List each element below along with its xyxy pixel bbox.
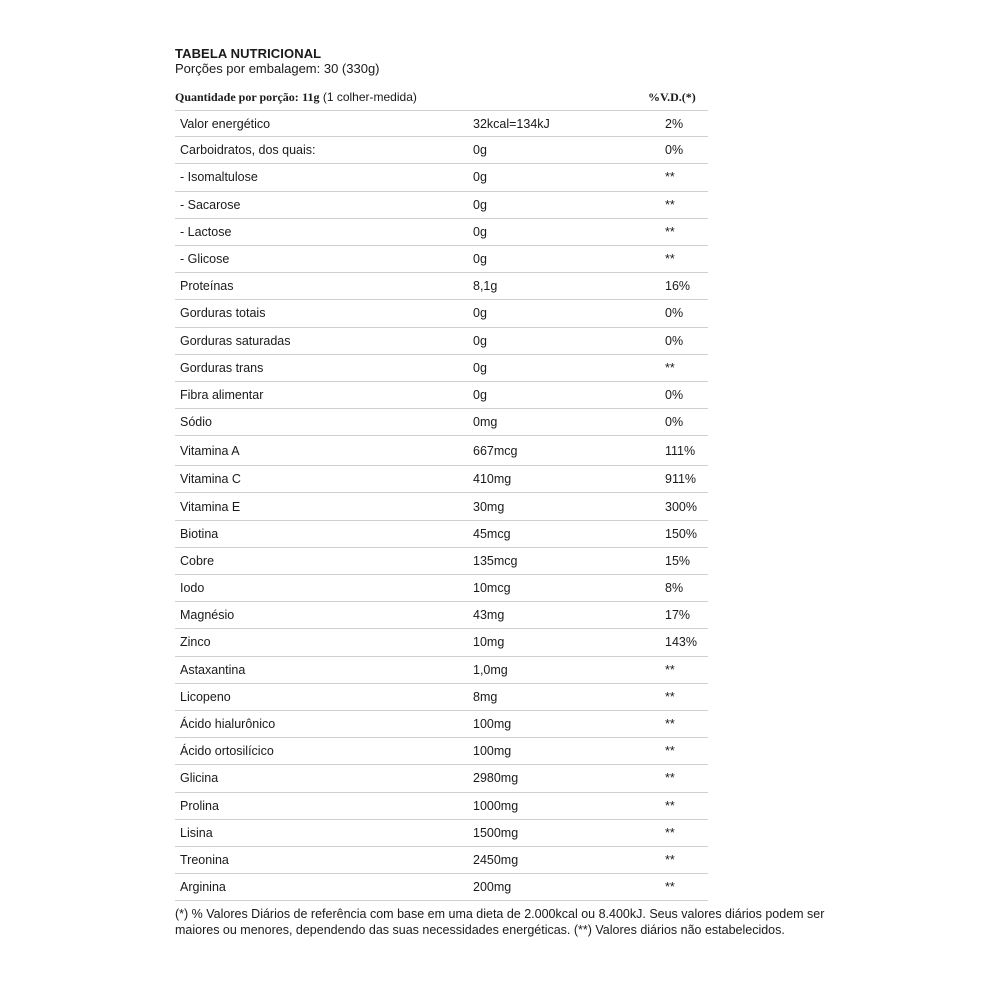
nutrient-daily-value: ** xyxy=(665,798,675,813)
nutrient-name: Vitamina C xyxy=(180,472,241,487)
table-row xyxy=(175,300,708,327)
nutrient-daily-value: 0% xyxy=(665,387,684,402)
nutrient-quantity: 2450mg xyxy=(473,852,519,867)
nutrient-daily-value: ** xyxy=(665,224,675,239)
nutrient-daily-value: 911% xyxy=(665,472,697,487)
nutrient-name: - Isomaltulose xyxy=(180,170,258,185)
nutrient-name: Proteínas xyxy=(180,279,234,294)
nutrient-daily-value: ** xyxy=(665,825,675,840)
nutrient-quantity: 0g xyxy=(473,252,487,267)
nutrient-daily-value: 0% xyxy=(665,415,684,430)
table-title: TABELA NUTRICIONAL xyxy=(175,46,322,61)
nutrient-daily-value: 8% xyxy=(665,581,684,596)
table-row xyxy=(175,355,708,382)
nutrient-name: Carboidratos, dos quais: xyxy=(180,143,316,158)
table-row xyxy=(175,409,708,436)
nutrition-table xyxy=(175,110,708,901)
nutrient-daily-value: ** xyxy=(665,771,675,786)
nutrient-daily-value: 150% xyxy=(665,526,697,541)
nutrient-quantity: 100mg xyxy=(473,744,512,759)
nutrient-daily-value: 17% xyxy=(665,608,691,623)
nutrient-name: Prolina xyxy=(180,798,219,813)
nutrient-quantity: 1500mg xyxy=(473,825,519,840)
nutrient-quantity: 0g xyxy=(473,360,487,375)
nutrient-quantity: 10mcg xyxy=(473,581,511,596)
serving-size-value: 11g xyxy=(302,90,320,104)
nutrient-quantity: 0g xyxy=(473,170,487,185)
nutrient-daily-value: ** xyxy=(665,662,675,677)
nutrient-name: Iodo xyxy=(180,581,205,596)
table-row xyxy=(175,657,708,684)
nutrient-name: Vitamina E xyxy=(180,499,241,514)
daily-value-header: %V.D.(*) xyxy=(648,90,696,104)
nutrient-name: Cobre xyxy=(180,553,215,568)
serving-size-description: (1 colher-medida) xyxy=(322,90,417,104)
nutrient-name: - Sacarose xyxy=(180,197,241,212)
nutrient-quantity: 135mcg xyxy=(473,553,518,568)
nutrient-daily-value: ** xyxy=(665,170,675,185)
nutrient-daily-value: 143% xyxy=(665,635,697,650)
nutrient-name: Ácido ortosilícico xyxy=(180,744,274,759)
nutrient-quantity: 8mg xyxy=(473,689,498,704)
nutrient-name: - Glicose xyxy=(180,252,230,267)
nutrient-name: - Lactose xyxy=(180,224,232,239)
nutrient-daily-value: 15% xyxy=(665,553,691,568)
table-header xyxy=(175,90,710,110)
nutrient-quantity: 1,0mg xyxy=(473,662,508,677)
nutrient-name: Ácido hialurônico xyxy=(180,717,276,732)
nutrient-name: Lisina xyxy=(180,825,213,840)
servings-per-package: Porções por embalagem: 30 (330g) xyxy=(175,61,380,76)
nutrient-daily-value: 2% xyxy=(665,116,684,131)
nutrient-quantity: 0g xyxy=(473,333,487,348)
nutrient-daily-value: ** xyxy=(665,360,675,375)
table-row xyxy=(175,273,708,300)
table-row xyxy=(175,548,708,575)
nutrient-quantity: 8,1g xyxy=(473,279,498,294)
nutrient-quantity: 0g xyxy=(473,306,487,321)
nutrient-quantity: 45mcg xyxy=(473,526,511,541)
table-row xyxy=(175,466,708,493)
nutrient-quantity: 410mg xyxy=(473,472,512,487)
nutrient-name: Arginina xyxy=(180,880,226,895)
nutrient-quantity: 32kcal=134kJ xyxy=(473,116,550,131)
table-row xyxy=(175,246,708,273)
serving-size-label: Quantidade por porção: xyxy=(175,90,299,104)
nutrient-quantity: 2980mg xyxy=(473,771,519,786)
nutrient-name: Gorduras totais xyxy=(180,306,266,321)
nutrient-name: Treonina xyxy=(180,852,229,867)
table-row xyxy=(175,436,708,466)
nutrient-quantity: 0g xyxy=(473,197,487,212)
nutrient-name: Biotina xyxy=(180,526,219,541)
nutrient-quantity: 667mcg xyxy=(473,443,518,458)
table-row xyxy=(175,765,708,792)
nutrient-name: Gorduras saturadas xyxy=(180,333,291,348)
table-row xyxy=(175,793,708,820)
table-row xyxy=(175,575,708,602)
table-row xyxy=(175,493,708,520)
nutrient-daily-value: 16% xyxy=(665,279,691,294)
table-row xyxy=(175,874,708,901)
nutrient-quantity: 0g xyxy=(473,224,487,239)
nutrient-daily-value: 0% xyxy=(665,306,684,321)
table-row xyxy=(175,684,708,711)
table-row xyxy=(175,192,708,219)
nutrient-quantity: 10mg xyxy=(473,635,505,650)
nutrient-name: Zinco xyxy=(180,635,211,650)
nutrient-daily-value: ** xyxy=(665,880,675,895)
nutrient-quantity: 30mg xyxy=(473,499,505,514)
table-row xyxy=(175,629,708,656)
table-row xyxy=(175,521,708,548)
table-row xyxy=(175,219,708,246)
nutrient-name: Magnésio xyxy=(180,608,235,623)
nutrient-name: Vitamina A xyxy=(180,443,240,458)
nutrient-daily-value: ** xyxy=(665,197,675,212)
nutrient-quantity: 0g xyxy=(473,387,487,402)
nutrient-name: Astaxantina xyxy=(180,662,246,677)
nutrient-name: Licopeno xyxy=(180,689,231,704)
table-row xyxy=(175,847,708,874)
nutrient-daily-value: ** xyxy=(665,717,675,732)
nutrient-daily-value: ** xyxy=(665,252,675,267)
nutrient-quantity: 200mg xyxy=(473,880,512,895)
table-row xyxy=(175,382,708,409)
nutrient-daily-value: 0% xyxy=(665,143,684,158)
nutrient-quantity: 100mg xyxy=(473,717,512,732)
nutrient-name: Glicina xyxy=(180,771,219,786)
nutrient-quantity: 0mg xyxy=(473,415,498,430)
footnote: (*) % Valores Diários de referência com base em uma dieta de 2.000kcal ou 8.400kJ. Seus valores diários podem ser maiores ou menores, dependendo das suas necessidades energéticas. (**) Valores diários não estabelecidos. xyxy=(175,907,825,937)
nutrient-name: Valor energético xyxy=(180,116,271,131)
nutrient-daily-value: ** xyxy=(665,689,675,704)
table-row xyxy=(175,137,708,164)
nutrient-daily-value: ** xyxy=(665,852,675,867)
table-row xyxy=(175,738,708,765)
nutrient-name: Sódio xyxy=(180,415,212,430)
table-row xyxy=(175,110,708,137)
nutrient-daily-value: 300% xyxy=(665,499,697,514)
nutrient-quantity: 0g xyxy=(473,143,487,158)
nutrient-daily-value: 0% xyxy=(665,333,684,348)
table-row xyxy=(175,820,708,847)
nutrient-daily-value: ** xyxy=(665,744,675,759)
nutrient-daily-value: 111% xyxy=(665,443,696,458)
nutrient-name: Fibra alimentar xyxy=(180,387,264,402)
nutrient-name: Gorduras trans xyxy=(180,360,264,375)
table-row xyxy=(175,328,708,355)
nutrient-quantity: 43mg xyxy=(473,608,505,623)
table-row xyxy=(175,602,708,629)
table-row xyxy=(175,164,708,191)
nutrient-quantity: 1000mg xyxy=(473,798,519,813)
table-row xyxy=(175,711,708,738)
